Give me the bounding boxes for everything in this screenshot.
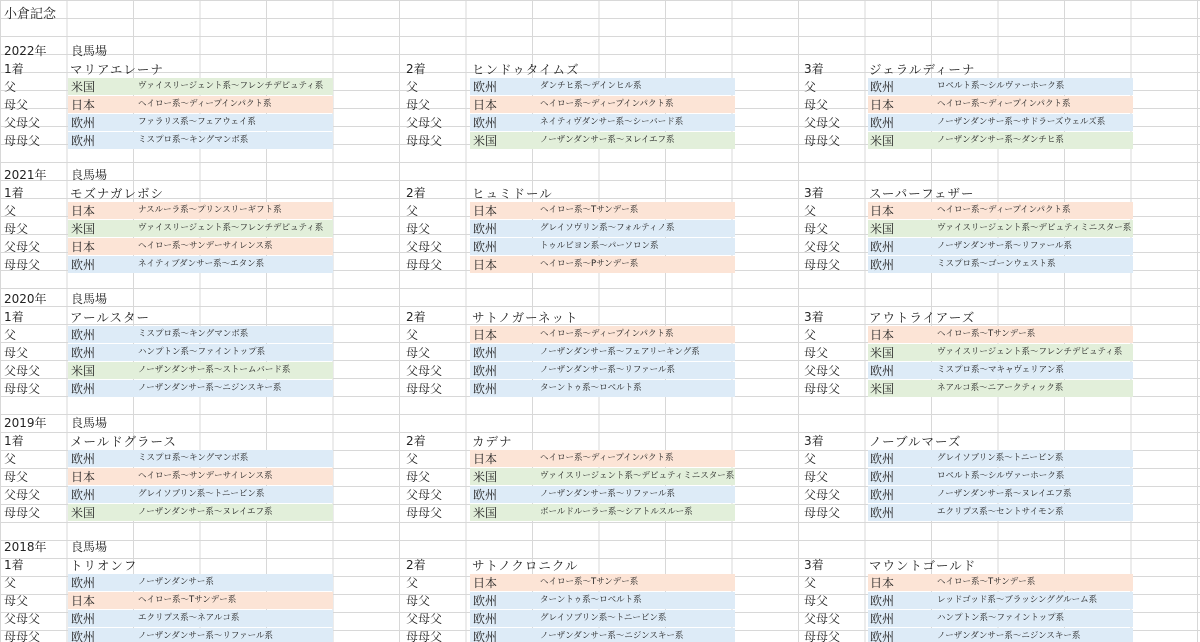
sire-line[interactable]: ネイティヴダンサー系〜シーバード系 bbox=[540, 117, 684, 127]
bloodline-region[interactable]: 欧州 bbox=[870, 116, 895, 130]
bloodline-region[interactable]: 日本 bbox=[473, 328, 498, 342]
relation-label[interactable]: 母父 bbox=[4, 98, 29, 112]
bloodline-region[interactable]: 欧州 bbox=[71, 382, 96, 396]
year-label[interactable]: 2018年 bbox=[4, 540, 47, 554]
bloodline-region[interactable]: 欧州 bbox=[71, 346, 96, 360]
bloodline-region[interactable]: 欧州 bbox=[473, 116, 498, 130]
horse-name[interactable]: サトノクロニクル bbox=[472, 558, 579, 573]
bloodline-region[interactable]: 日本 bbox=[473, 204, 498, 218]
bloodline-region[interactable]: 欧州 bbox=[870, 240, 895, 254]
relation-label[interactable]: 母母父 bbox=[406, 134, 443, 148]
bloodline-region[interactable]: 米国 bbox=[473, 506, 498, 520]
bloodline-region[interactable]: 日本 bbox=[71, 98, 96, 112]
bloodline-region[interactable]: 欧州 bbox=[473, 346, 498, 360]
relation-label[interactable]: 母父 bbox=[4, 594, 29, 608]
bloodline-region[interactable]: 日本 bbox=[71, 204, 96, 218]
bloodline-region[interactable]: 欧州 bbox=[473, 594, 498, 608]
relation-label[interactable]: 母母父 bbox=[406, 382, 443, 396]
bloodline-region[interactable]: 日本 bbox=[71, 594, 96, 608]
horse-name[interactable]: アウトライアーズ bbox=[869, 310, 976, 325]
bloodline-region[interactable]: 欧州 bbox=[473, 612, 498, 626]
horse-name[interactable]: トリオンフ bbox=[70, 558, 138, 573]
relation-label[interactable]: 父母父 bbox=[406, 488, 443, 502]
sire-line[interactable]: ヘイロー系〜ディープインパクト系 bbox=[937, 99, 1071, 109]
sire-line[interactable]: ターントゥ系〜ロベルト系 bbox=[540, 595, 642, 605]
bloodline-region[interactable]: 米国 bbox=[870, 134, 895, 148]
sire-line[interactable]: ノーザンダンサー系〜ヌレイエフ系 bbox=[540, 135, 675, 145]
bloodline-region[interactable]: 日本 bbox=[473, 452, 498, 466]
horse-name[interactable]: アールスター bbox=[70, 310, 151, 325]
place-label[interactable]: 3着 bbox=[804, 310, 824, 324]
bloodline-region[interactable]: 欧州 bbox=[71, 328, 96, 342]
relation-label[interactable]: 母父 bbox=[804, 98, 829, 112]
sire-line[interactable]: ノーザンダンサー系〜ダンチヒ系 bbox=[937, 135, 1064, 145]
relation-label[interactable]: 母父 bbox=[406, 594, 431, 608]
horse-name[interactable]: スーパーフェザー bbox=[869, 186, 975, 201]
relation-label[interactable]: 父母父 bbox=[804, 116, 841, 130]
relation-label[interactable]: 母母父 bbox=[406, 258, 443, 272]
relation-label[interactable]: 父 bbox=[804, 328, 817, 342]
sire-line[interactable]: トゥルビヨン系〜パーソロン系 bbox=[540, 241, 659, 251]
place-label[interactable]: 3着 bbox=[804, 186, 824, 200]
sire-line[interactable]: ヘイロー系〜Tサンデー系 bbox=[138, 595, 237, 605]
relation-label[interactable]: 父母父 bbox=[406, 240, 443, 254]
place-label[interactable]: 2着 bbox=[406, 62, 426, 76]
sire-line[interactable]: ミスプロ系〜キングマンボ系 bbox=[138, 135, 249, 145]
sire-line[interactable]: ヘイロー系〜ディープインパクト系 bbox=[540, 99, 674, 109]
place-label[interactable]: 1着 bbox=[4, 186, 24, 200]
bloodline-region[interactable]: 日本 bbox=[473, 258, 498, 272]
relation-label[interactable]: 母父 bbox=[4, 346, 29, 360]
relation-label[interactable]: 父 bbox=[4, 576, 17, 590]
sire-line[interactable]: ミスプロ系〜ゴーンウェスト系 bbox=[937, 259, 1056, 269]
relation-label[interactable]: 母父 bbox=[804, 346, 829, 360]
relation-label[interactable]: 父 bbox=[4, 80, 17, 94]
sire-line[interactable]: ミスプロ系〜キングマンボ系 bbox=[138, 329, 249, 339]
horse-name[interactable]: ヒュミドール bbox=[472, 186, 553, 201]
relation-label[interactable]: 父母父 bbox=[4, 612, 41, 626]
sire-line[interactable]: ヴァイスリージェント系〜フレンチデピュティ系 bbox=[138, 223, 324, 233]
sire-line[interactable]: ボールドルーラー系〜シアトルスルー系 bbox=[540, 507, 693, 517]
bloodline-region[interactable]: 欧州 bbox=[870, 506, 895, 520]
relation-label[interactable]: 母母父 bbox=[406, 630, 443, 642]
relation-label[interactable]: 父母父 bbox=[4, 488, 41, 502]
bloodline-region[interactable]: 欧州 bbox=[473, 240, 498, 254]
relation-label[interactable]: 母母父 bbox=[406, 506, 443, 520]
sire-line[interactable]: ノーザンダンサー系〜ニジンスキー系 bbox=[540, 631, 684, 641]
sire-line[interactable]: ターントゥ系〜ロベルト系 bbox=[540, 383, 642, 393]
bloodline-region[interactable]: 欧州 bbox=[71, 576, 96, 590]
bloodline-region[interactable]: 欧州 bbox=[71, 258, 96, 272]
sire-line[interactable]: ネイティブダンサー系〜エタン系 bbox=[138, 259, 265, 269]
relation-label[interactable]: 父 bbox=[4, 452, 17, 466]
sire-line[interactable]: ヘイロー系〜ディープインパクト系 bbox=[937, 205, 1071, 215]
horse-name[interactable]: マリアエレーナ bbox=[70, 62, 164, 77]
place-label[interactable]: 1着 bbox=[4, 434, 24, 448]
sire-line[interactable]: ハンプトン系〜ファイントップ系 bbox=[138, 347, 266, 357]
place-label[interactable]: 3着 bbox=[804, 558, 824, 572]
sire-line[interactable]: ノーザンダンサー系〜フェアリーキング系 bbox=[540, 347, 700, 357]
relation-label[interactable]: 父 bbox=[406, 576, 419, 590]
relation-label[interactable]: 母母父 bbox=[4, 258, 41, 272]
sire-line[interactable]: ヘイロー系〜Pサンデー系 bbox=[540, 259, 639, 269]
relation-label[interactable]: 母父 bbox=[4, 222, 29, 236]
bloodline-region[interactable]: 米国 bbox=[71, 506, 96, 520]
sire-line[interactable]: ヘイロー系〜Tサンデー系 bbox=[540, 205, 639, 215]
relation-label[interactable]: 父母父 bbox=[804, 240, 841, 254]
relation-label[interactable]: 母母父 bbox=[4, 134, 41, 148]
sire-line[interactable]: グレイソブリン系〜トニービン系 bbox=[937, 453, 1064, 463]
relation-label[interactable]: 父母父 bbox=[406, 612, 443, 626]
horse-name[interactable]: メールドグラース bbox=[70, 434, 177, 449]
sire-line[interactable]: ヴァイスリージェント系〜デピュティミニスター系 bbox=[540, 471, 735, 481]
sheet-title[interactable]: 小倉記念 bbox=[4, 7, 57, 22]
bloodline-region[interactable]: 米国 bbox=[71, 364, 96, 378]
relation-label[interactable]: 父 bbox=[804, 452, 817, 466]
year-label[interactable]: 2019年 bbox=[4, 416, 47, 430]
sire-line[interactable]: ヘイロー系〜Tサンデー系 bbox=[937, 329, 1036, 339]
sire-line[interactable]: エクリプス系〜ネアルコ系 bbox=[138, 613, 240, 623]
place-label[interactable]: 2着 bbox=[406, 558, 426, 572]
bloodline-region[interactable]: 欧州 bbox=[870, 452, 895, 466]
bloodline-region[interactable]: 欧州 bbox=[870, 258, 895, 272]
sire-line[interactable]: ヘイロー系〜サンデーサイレンス系 bbox=[138, 241, 273, 251]
bloodline-region[interactable]: 欧州 bbox=[473, 364, 498, 378]
sire-line[interactable]: ヘイロー系〜ディープインパクト系 bbox=[540, 453, 674, 463]
bloodline-region[interactable]: 米国 bbox=[473, 470, 498, 484]
track-condition[interactable]: 良馬場 bbox=[71, 168, 108, 182]
relation-label[interactable]: 母父 bbox=[406, 222, 431, 236]
sire-line[interactable]: ハンプトン系〜ファイントップ系 bbox=[937, 613, 1065, 623]
sire-line[interactable]: ノーザンダンサー系〜ストームバード系 bbox=[138, 365, 291, 375]
sire-line[interactable]: ミスプロ系〜マキャヴェリアン系 bbox=[937, 365, 1064, 375]
relation-label[interactable]: 父 bbox=[406, 80, 419, 94]
year-label[interactable]: 2020年 bbox=[4, 292, 47, 306]
sire-line[interactable]: ロベルト系〜シルヴァーホーク系 bbox=[937, 471, 1065, 481]
bloodline-region[interactable]: 米国 bbox=[870, 346, 895, 360]
bloodline-region[interactable]: 欧州 bbox=[870, 470, 895, 484]
horse-name[interactable]: ジェラルディーナ bbox=[869, 62, 976, 77]
horse-name[interactable]: ノーブルマーズ bbox=[869, 434, 962, 449]
relation-label[interactable]: 父母父 bbox=[804, 488, 841, 502]
bloodline-region[interactable]: 米国 bbox=[870, 222, 895, 236]
sire-line[interactable]: ファラリス系〜フェアウェイ系 bbox=[138, 117, 256, 127]
bloodline-region[interactable]: 欧州 bbox=[71, 116, 96, 130]
sire-line[interactable]: ノーザンダンサー系〜サドラーズウェルズ系 bbox=[937, 117, 1106, 127]
horse-name[interactable]: サトノガーネット bbox=[472, 310, 579, 325]
sire-line[interactable]: ヘイロー系〜Tサンデー系 bbox=[937, 577, 1036, 587]
sire-line[interactable]: ヘイロー系〜ディープインパクト系 bbox=[540, 329, 674, 339]
year-label[interactable]: 2021年 bbox=[4, 168, 47, 182]
relation-label[interactable]: 父 bbox=[4, 328, 17, 342]
bloodline-region[interactable]: 欧州 bbox=[71, 488, 96, 502]
bloodline-region[interactable]: 日本 bbox=[71, 240, 96, 254]
sire-line[interactable]: ロベルト系〜シルヴァーホーク系 bbox=[937, 81, 1065, 91]
sire-line[interactable]: ノーザンダンサー系〜リファール系 bbox=[937, 241, 1072, 251]
sire-line[interactable]: ノーザンダンサー系 bbox=[138, 577, 214, 587]
relation-label[interactable]: 母父 bbox=[406, 346, 431, 360]
sire-line[interactable]: ノーザンダンサー系〜リファール系 bbox=[540, 365, 675, 375]
relation-label[interactable]: 母父 bbox=[804, 222, 829, 236]
bloodline-region[interactable]: 欧州 bbox=[71, 612, 96, 626]
bloodline-region[interactable]: 欧州 bbox=[870, 488, 895, 502]
place-label[interactable]: 2着 bbox=[406, 186, 426, 200]
sire-line[interactable]: グレイソブリン系〜トニービン系 bbox=[138, 489, 265, 499]
horse-name[interactable]: カデナ bbox=[472, 434, 513, 449]
relation-label[interactable]: 父母父 bbox=[406, 364, 443, 378]
bloodline-region[interactable]: 日本 bbox=[71, 470, 96, 484]
relation-label[interactable]: 母父 bbox=[804, 594, 829, 608]
relation-label[interactable]: 母母父 bbox=[804, 506, 841, 520]
bloodline-region[interactable]: 日本 bbox=[870, 576, 895, 590]
relation-label[interactable]: 父 bbox=[406, 328, 419, 342]
bloodline-region[interactable]: 欧州 bbox=[71, 452, 96, 466]
sire-line[interactable]: ノーザンダンサー系〜リファール系 bbox=[138, 631, 273, 641]
bloodline-region[interactable]: 日本 bbox=[473, 98, 498, 112]
relation-label[interactable]: 父 bbox=[804, 204, 817, 218]
bloodline-region[interactable]: 日本 bbox=[870, 98, 895, 112]
relation-label[interactable]: 母母父 bbox=[4, 630, 41, 642]
relation-label[interactable]: 母母父 bbox=[4, 382, 41, 396]
bloodline-region[interactable]: 欧州 bbox=[870, 594, 895, 608]
relation-label[interactable]: 父母父 bbox=[4, 240, 41, 254]
sire-line[interactable]: ヘイロー系〜Tサンデー系 bbox=[540, 577, 639, 587]
relation-label[interactable]: 父 bbox=[406, 204, 419, 218]
sire-line[interactable]: ヴァイスリージェント系〜デピュティミニスター系 bbox=[937, 223, 1132, 233]
sire-line[interactable]: ノーザンダンサー系〜ニジンスキー系 bbox=[138, 383, 282, 393]
place-label[interactable]: 2着 bbox=[406, 310, 426, 324]
sire-line[interactable]: ノーザンダンサー系〜ニジンスキー系 bbox=[937, 631, 1081, 641]
relation-label[interactable]: 母母父 bbox=[804, 258, 841, 272]
relation-label[interactable]: 父 bbox=[804, 80, 817, 94]
bloodline-region[interactable]: 米国 bbox=[71, 222, 96, 236]
relation-label[interactable]: 母父 bbox=[804, 470, 829, 484]
sire-line[interactable]: ネアルコ系〜ニアークティック系 bbox=[937, 383, 1064, 393]
relation-label[interactable]: 父母父 bbox=[4, 116, 41, 130]
sire-line[interactable]: ナスルーラ系〜プリンスリーギフト系 bbox=[138, 205, 282, 215]
horse-name[interactable]: ヒンドゥタイムズ bbox=[472, 62, 580, 77]
bloodline-region[interactable]: 欧州 bbox=[870, 630, 895, 642]
bloodline-region[interactable]: 米国 bbox=[71, 80, 96, 94]
bloodline-region[interactable]: 日本 bbox=[473, 576, 498, 590]
sire-line[interactable]: ヘイロー系〜ディープインパクト系 bbox=[138, 99, 272, 109]
bloodline-region[interactable]: 欧州 bbox=[71, 630, 96, 642]
place-label[interactable]: 1着 bbox=[4, 310, 24, 324]
place-label[interactable]: 1着 bbox=[4, 558, 24, 572]
sire-line[interactable]: ヴァイスリージェント系〜フレンチデピュティ系 bbox=[138, 81, 324, 91]
bloodline-region[interactable]: 欧州 bbox=[473, 222, 498, 236]
sire-line[interactable]: ノーザンダンサー系〜リファール系 bbox=[540, 489, 675, 499]
bloodline-region[interactable]: 欧州 bbox=[870, 612, 895, 626]
bloodline-region[interactable]: 欧州 bbox=[473, 488, 498, 502]
bloodline-region[interactable]: 欧州 bbox=[870, 80, 895, 94]
relation-label[interactable]: 母母父 bbox=[4, 506, 41, 520]
bloodline-region[interactable]: 欧州 bbox=[870, 364, 895, 378]
sire-line[interactable]: グレイソブリン系〜トニービン系 bbox=[540, 613, 667, 623]
year-label[interactable]: 2022年 bbox=[4, 44, 47, 58]
place-label[interactable]: 3着 bbox=[804, 62, 824, 76]
sire-line[interactable]: ダンチヒ系〜デインヒル系 bbox=[540, 81, 642, 91]
sire-line[interactable]: エクリプス系〜セントサイモン系 bbox=[937, 507, 1064, 517]
relation-label[interactable]: 父 bbox=[406, 452, 419, 466]
relation-label[interactable]: 父母父 bbox=[804, 364, 841, 378]
sire-line[interactable]: ノーザンダンサー系〜ヌレイエフ系 bbox=[138, 507, 273, 517]
sire-line[interactable]: ヴァイスリージェント系〜フレンチデピュティ系 bbox=[937, 347, 1123, 357]
bloodline-region[interactable]: 米国 bbox=[473, 134, 498, 148]
sire-line[interactable]: ミスプロ系〜キングマンボ系 bbox=[138, 453, 249, 463]
bloodline-region[interactable]: 欧州 bbox=[473, 630, 498, 642]
bloodline-region[interactable]: 日本 bbox=[870, 328, 895, 342]
relation-label[interactable]: 母父 bbox=[4, 470, 29, 484]
bloodline-region[interactable]: 欧州 bbox=[473, 80, 498, 94]
relation-label[interactable]: 母母父 bbox=[804, 382, 841, 396]
sire-line[interactable]: ノーザンダンサー系〜ヌレイエフ系 bbox=[937, 489, 1072, 499]
bloodline-region[interactable]: 日本 bbox=[870, 204, 895, 218]
place-label[interactable]: 1着 bbox=[4, 62, 24, 76]
sire-line[interactable]: グレイソヴリン系〜フォルティノ系 bbox=[540, 223, 675, 233]
track-condition[interactable]: 良馬場 bbox=[71, 540, 108, 554]
relation-label[interactable]: 父母父 bbox=[804, 612, 841, 626]
bloodline-region[interactable]: 欧州 bbox=[473, 382, 498, 396]
track-condition[interactable]: 良馬場 bbox=[71, 292, 108, 306]
horse-name[interactable]: マウントゴールド bbox=[869, 558, 977, 573]
bloodline-region[interactable]: 欧州 bbox=[71, 134, 96, 148]
relation-label[interactable]: 父 bbox=[4, 204, 17, 218]
track-condition[interactable]: 良馬場 bbox=[71, 416, 108, 430]
place-label[interactable]: 3着 bbox=[804, 434, 824, 448]
relation-label[interactable]: 母父 bbox=[406, 470, 431, 484]
horse-name[interactable]: モズナガレボシ bbox=[70, 186, 165, 201]
bloodline-region[interactable]: 米国 bbox=[870, 382, 895, 396]
sire-line[interactable]: ヘイロー系〜サンデーサイレンス系 bbox=[138, 471, 273, 481]
sire-line[interactable]: レッドゴッド系〜ブラッシンググルーム系 bbox=[937, 595, 1098, 605]
relation-label[interactable]: 父母父 bbox=[406, 116, 443, 130]
relation-label[interactable]: 母父 bbox=[406, 98, 431, 112]
place-label[interactable]: 2着 bbox=[406, 434, 426, 448]
relation-label[interactable]: 母母父 bbox=[804, 630, 841, 642]
relation-label[interactable]: 父 bbox=[804, 576, 817, 590]
relation-label[interactable]: 母母父 bbox=[804, 134, 841, 148]
relation-label[interactable]: 父母父 bbox=[4, 364, 41, 378]
track-condition[interactable]: 良馬場 bbox=[71, 44, 108, 58]
